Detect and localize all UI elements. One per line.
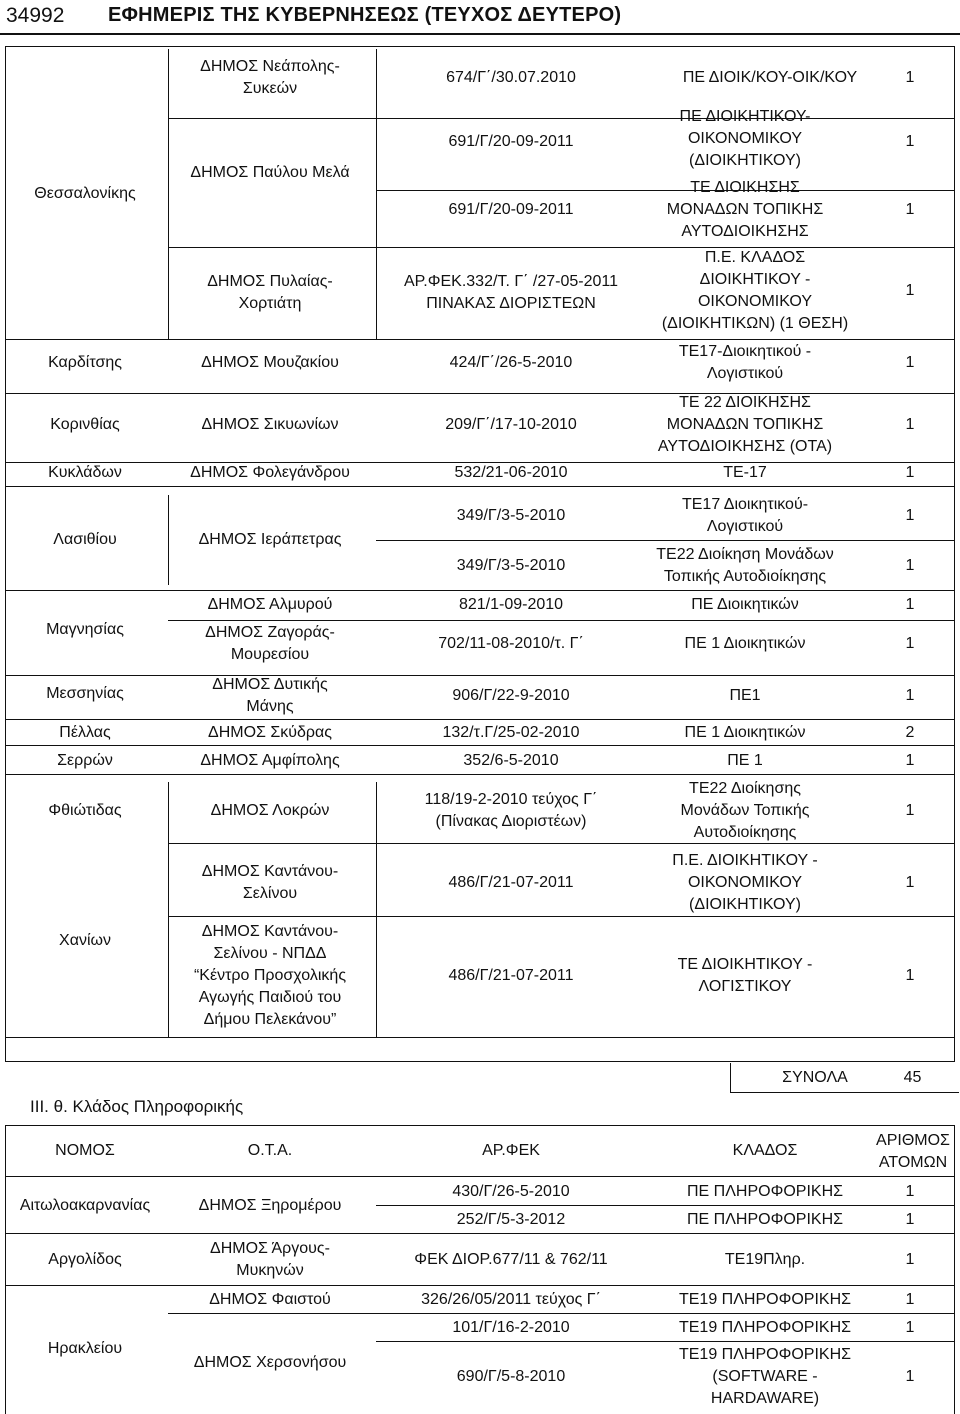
klados-cell: ΠΕ 1 — [727, 752, 763, 769]
fek-cell: 424/Γ΄/26-5-2010 — [449, 354, 573, 371]
klados-cell: Π.Ε. ΚΛΑΔΟΣ ΔΙΟΙΚΗΤΙΚΟΥ - ΟΙΚΟΝΟΜΙΚΟΥ (ΔΙΟΙΚΗΤΙΚΩΝ) (1 ΘΕΣΗ) — [661, 249, 849, 332]
fek-cell: ΑΡ.ΦΕΚ.332/Τ. Γ΄ /27-05-2011 ΠΙΝΑΚΑΣ ΔΙΟΡΙΣΤΕΩΝ — [403, 273, 619, 312]
fek-cell: 486/Γ/21-07-2011 — [448, 874, 574, 891]
nomos-cell: Κορινθίας — [50, 416, 120, 433]
fek-cell: 906/Γ/22-9-2010 — [452, 687, 570, 704]
fek-cell: 252/Γ/5-3-2012 — [456, 1211, 566, 1228]
col-header-nomos: ΝΟΜΟΣ — [55, 1142, 115, 1159]
fek-cell: 532/21-06-2010 — [454, 464, 568, 481]
count-cell: 1 — [905, 1368, 915, 1385]
count-cell: 1 — [905, 1319, 915, 1336]
ota-cell: ΔΗΜΟΣ Αλμυρού — [207, 596, 333, 613]
ota-cell: ΔΗΜΟΣ Ζαγοράς- Μουρεσίου — [205, 624, 335, 663]
count-cell: 1 — [905, 201, 915, 218]
ota-cell: ΔΗΜΟΣ Δυτικής Μάνης — [212, 676, 328, 715]
ota-cell: ΔΗΜΟΣ Σκύδρας — [208, 724, 332, 741]
count-cell: 1 — [905, 1291, 915, 1308]
count-cell: 1 — [905, 635, 915, 652]
ota-cell: ΔΗΜΟΣ Φολεγάνδρου — [190, 464, 350, 481]
klados-cell: ΤΕ17-Διοικητικού - Λογιστικού — [678, 343, 812, 382]
count-cell: 1 — [905, 464, 915, 481]
klados-cell: ΤΕ19Πληρ. — [724, 1251, 806, 1268]
fek-cell: 702/11-08-2010/τ. Γ΄ — [438, 635, 584, 652]
ota-cell: ΔΗΜΟΣ Άργους- Μυκηνών — [210, 1240, 330, 1279]
col-header-klados: ΚΛΑΔΟΣ — [732, 1142, 798, 1159]
ota-cell: ΔΗΜΟΣ Ιεράπετρας — [198, 531, 342, 548]
ota-cell: ΔΗΜΟΣ Πυλαίας- Χορτιάτη — [207, 273, 333, 312]
fek-cell: 691/Γ/20-09-2011 — [448, 201, 574, 218]
page-number: 34992 — [6, 4, 65, 27]
fek-cell: 352/6-5-2010 — [463, 752, 559, 769]
count-cell: 2 — [905, 724, 915, 741]
fek-cell: 430/Γ/26-5-2010 — [452, 1183, 570, 1200]
ota-cell: ΔΗΜΟΣ Παύλου Μελά — [190, 164, 350, 181]
nomos-cell: Φθιώτιδας — [48, 802, 122, 819]
klados-cell: ΤΕ-17 — [723, 464, 767, 481]
count-cell: 1 — [905, 687, 915, 704]
nomos-cell: Καρδίτσης — [48, 354, 122, 371]
gazette-title: ΕΦΗΜΕΡΙΣ ΤΗΣ ΚΥΒΕΡΝΗΣΕΩΣ (ΤΕΥΧΟΣ ΔΕΥΤΕΡΟ) — [108, 4, 622, 26]
fek-cell: 674/Γ΄/30.07.2010 — [446, 69, 576, 86]
klados-cell: ΤΕ22 Διοίκηση Μονάδων Τοπικής Αυτοδιοίκησης — [656, 546, 834, 585]
klados-cell: ΤΕ19 ΠΛΗΡΟΦΟΡΙΚΗΣ — [678, 1319, 852, 1336]
count-cell: 1 — [905, 133, 915, 150]
klados-cell: ΠΕ ΠΛΗΡΟΦΟΡΙΚΗΣ — [686, 1183, 844, 1200]
nomos-cell: Πέλλας — [59, 724, 111, 741]
klados-cell: ΤΕ22 Διοίκησης Μονάδων Τοπικής Αυτοδιοίκησης — [680, 780, 810, 841]
klados-cell: ΤΕ19 ΠΛΗΡΟΦΟΡΙΚΗΣ — [678, 1291, 852, 1308]
fek-cell: 486/Γ/21-07-2011 — [448, 967, 574, 984]
nomos-cell: Μεσσηνίας — [46, 685, 124, 702]
ota-cell: ΔΗΜΟΣ Σικυωνίων — [201, 416, 339, 433]
fek-cell: 326/26/05/2011 τεύχος Γ΄ — [421, 1291, 601, 1308]
count-cell: 1 — [905, 557, 915, 574]
klados-cell: ΠΕ ΔΙΟΙΚ/ΚΟΥ-ΟΙΚ/ΚΟΥ — [682, 69, 858, 86]
fek-cell: 209/Γ΄/17-10-2010 — [445, 416, 577, 433]
count-cell: 1 — [905, 1251, 915, 1268]
ota-cell: ΔΗΜΟΣ Νεάπολης- Συκεών — [200, 58, 340, 97]
nomos-cell: Χανίων — [59, 932, 111, 949]
count-cell: 1 — [905, 1211, 915, 1228]
nomos-cell: Αργολίδος — [48, 1251, 122, 1268]
fek-cell: ΦΕΚ ΔΙΟΡ.677/11 & 762/11 — [414, 1251, 608, 1268]
klados-cell: ΤΕ ΔΙΟΙΚΗΤΙΚΟΥ - ΛΟΓΙΣΤΙΚΟΥ — [677, 956, 813, 995]
nomos-cell: Ηρακλείου — [47, 1340, 123, 1357]
nomos-cell: Θεσσαλονίκης — [34, 185, 136, 202]
totals-value: 45 — [903, 1069, 922, 1086]
klados-cell: ΠΕ 1 Διοικητικών — [684, 635, 806, 652]
nomos-cell: Αιτωλοακαρνανίας — [19, 1197, 151, 1214]
ota-cell: ΔΗΜΟΣ Μουζακίου — [201, 354, 339, 371]
count-cell: 1 — [905, 282, 915, 299]
header-rule — [0, 33, 960, 35]
count-cell: 1 — [905, 752, 915, 769]
klados-cell: ΤΕ19 ΠΛΗΡΟΦΟΡΙΚΗΣ (SOFTWARE - HARDAWARE) — [678, 1346, 852, 1407]
ota-cell: ΔΗΜΟΣ Χερσονήσου — [193, 1354, 347, 1371]
fek-cell: 349/Γ/3-5-2010 — [456, 557, 566, 574]
klados-cell: ΤΕ 22 ΔΙΟΙΚΗΣΗΣ ΜΟΝΑΔΩΝ ΤΟΠΙΚΗΣ ΑΥΤΟΔΙΟΙΚΗΣΗΣ (ΟΤΑ) — [657, 394, 833, 455]
fek-cell: 118/19-2-2010 τεύχος Γ΄ (Πίνακας Διοριστέων) — [424, 791, 598, 830]
ota-cell: ΔΗΜΟΣ Λοκρών — [210, 802, 330, 819]
count-cell: 1 — [905, 596, 915, 613]
fek-cell: 132/τ.Γ/25-02-2010 — [442, 724, 580, 741]
klados-cell: ΠΕ 1 Διοικητικών — [684, 724, 806, 741]
fek-cell: 349/Γ/3-5-2010 — [456, 507, 566, 524]
ota-cell: ΔΗΜΟΣ Ξηρομέρου — [198, 1197, 342, 1214]
fek-cell: 690/Γ/5-8-2010 — [456, 1368, 566, 1385]
count-cell: 1 — [905, 1183, 915, 1200]
count-cell: 1 — [905, 416, 915, 433]
klados-cell: ΤΕ17 Διοικητικού- Λογιστικού — [681, 496, 809, 535]
fek-cell: 691/Γ/20-09-2011 — [448, 133, 574, 150]
klados-cell: ΠΕ ΔΙΟΙΚΗΤΙΚΟΥ- ΟΙΚΟΝΟΜΙΚΟΥ (ΔΙΟΙΚΗΤΙΚΟΥ) — [679, 108, 811, 169]
count-cell: 1 — [905, 354, 915, 371]
count-cell: 1 — [905, 507, 915, 524]
klados-cell: ΠΕ Διοικητικών — [691, 596, 799, 613]
totals-box — [730, 1063, 959, 1093]
totals-label: ΣΥΝΟΛΑ — [782, 1069, 848, 1086]
count-cell: 1 — [905, 69, 915, 86]
col-header-ota: Ο.Τ.Α. — [247, 1142, 293, 1159]
count-cell: 1 — [905, 874, 915, 891]
klados-cell: ΠΕ ΠΛΗΡΟΦΟΡΙΚΗΣ — [686, 1211, 844, 1228]
klados-cell: ΠΕ1 — [729, 687, 761, 704]
page-header — [0, 0, 960, 36]
ota-cell: ΔΗΜΟΣ Φαιστού — [209, 1291, 331, 1308]
col-header-count: ΑΡΙΘΜΟΣ ΑΤΟΜΩΝ — [876, 1132, 950, 1171]
ota-cell: ΔΗΜΟΣ Καντάνου- Σελίνου - ΝΠΔΔ “Κέντρο Προσχολικής Αγωγής Παιδιού του Δήμου Πελεκάνου” — [193, 923, 347, 1028]
nomos-cell: Μαγνησίας — [46, 621, 124, 638]
nomos-cell: Σερρών — [57, 752, 113, 769]
col-header-fek: ΑΡ.ΦΕΚ — [482, 1142, 540, 1159]
nomos-cell: Λασιθίου — [53, 531, 117, 548]
klados-cell: ΤΕ ΔΙΟΙΚΗΣΗΣ ΜΟΝΑΔΩΝ ΤΟΠΙΚΗΣ ΑΥΤΟΔΙΟΙΚΗΣΗΣ — [666, 179, 824, 240]
nomos-cell: Κυκλάδων — [48, 464, 122, 481]
count-cell: 1 — [905, 802, 915, 819]
klados-cell: Π.Ε. ΔΙΟΙΚΗΤΙΚΟΥ - ΟΙΚΟΝΟΜΙΚΟΥ (ΔΙΟΙΚΗΤΙΚΟΥ) — [672, 852, 818, 913]
fek-cell: 821/1-09-2010 — [458, 596, 564, 613]
ota-cell: ΔΗΜΟΣ Αμφίπολης — [200, 752, 340, 769]
fek-cell: 101/Γ/16-2-2010 — [452, 1319, 570, 1336]
count-cell: 1 — [905, 967, 915, 984]
ota-cell: ΔΗΜΟΣ Καντάνου- Σελίνου — [201, 863, 339, 902]
section-title: ΙΙΙ. θ. Κλάδος Πληροφορικής — [30, 1097, 244, 1116]
